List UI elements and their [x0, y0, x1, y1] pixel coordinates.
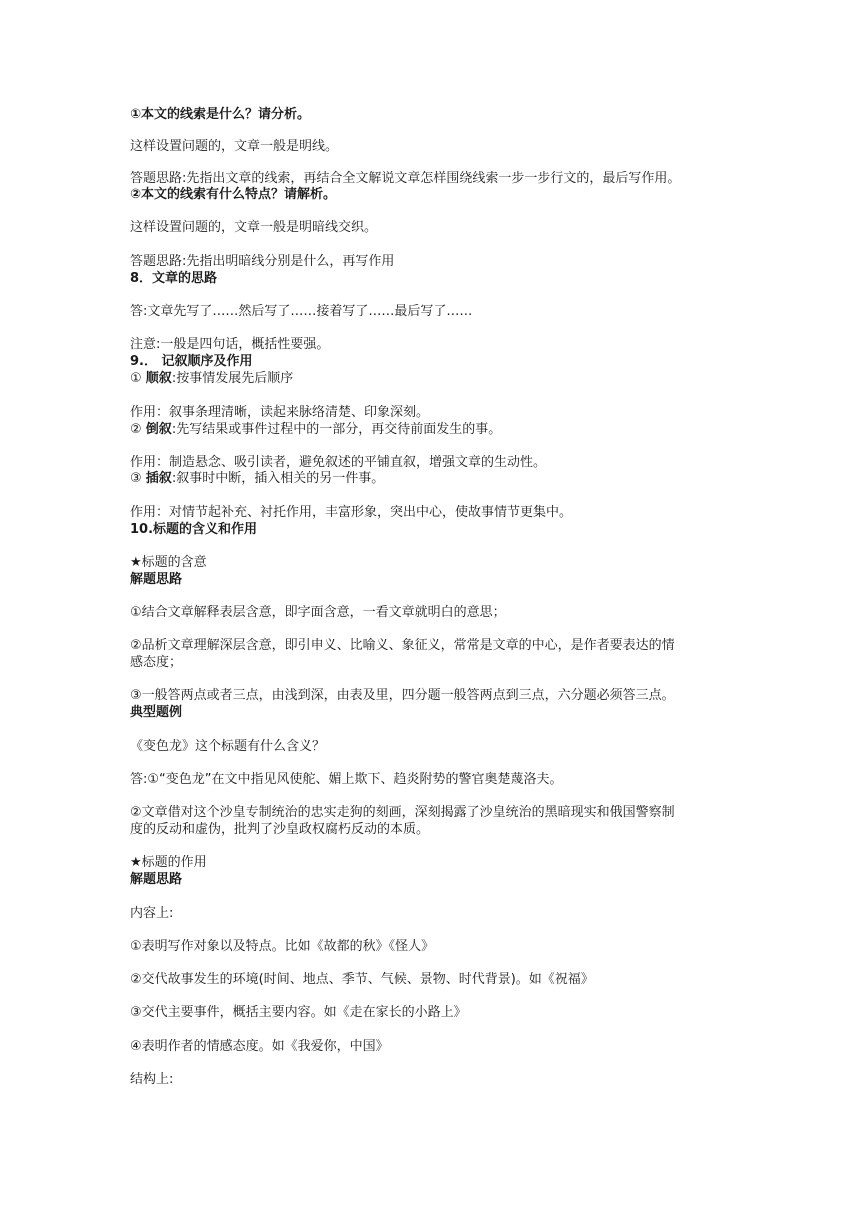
paragraph: 答:①“变色龙”在文中指见风使舵、媚上欺下、趋炎附势的警官奥楚蔑洛夫。	[130, 772, 563, 787]
paragraph: ②交代故事发生的环境(时间、地点、季节、气候、景物、时代背景)。如《祝福》	[130, 972, 594, 987]
term-label: 顺叙	[145, 371, 172, 386]
paragraph: ②文章借对这个沙皇专制统治的忠实走狗的刻画，深刻揭露了沙皇统治的黑暗现实和俄国警察制	[130, 805, 675, 820]
paragraph: ①表明写作对象以及特点。比如《故都的秋》《怪人》	[130, 939, 435, 954]
subheading: 典型题例	[130, 705, 183, 720]
paragraph: 作用：对情节起补充、衬托作用，丰富形象，突出中心，使故事情节更集中。	[130, 505, 573, 520]
paragraph: ②品析文章理解深层含意，即引申义、比喻义、象征义，常常是文章的中心，是作者要表达的情	[130, 638, 675, 653]
list-item	[130, 471, 384, 487]
term-definition: :叙事时中断，插入相关的另一件事。	[171, 471, 385, 486]
paragraph: 作用：叙事条理清晰，读起来脉络清楚、印象深刻。	[130, 405, 430, 420]
term-label: 倒叙	[145, 422, 172, 437]
term-definition: :按事情发展先后顺序	[171, 371, 294, 386]
paragraph: 注意:一般是四句话，概括性要强。	[130, 337, 330, 352]
paragraph: 这样设置问题的，文章一般是明线。	[130, 139, 339, 154]
paragraph: 度的反动和虚伪，批判了沙皇政权腐朽反动的本质。	[130, 822, 430, 837]
list-item	[130, 422, 501, 438]
term-definition: :先写结果或事件过程中的一部分，再交待前面发生的事。	[171, 422, 502, 437]
list-marker: ③	[130, 471, 146, 486]
paragraph: 结构上:	[130, 1072, 174, 1087]
paragraph: 答题思路:先指出明暗线分别是什么，再写作用	[130, 254, 395, 269]
list-marker: ②	[130, 422, 146, 437]
paragraph: ③一般答两点或者三点，由浅到深，由表及里，四分题一般答两点到三点，六分题必须答三点。	[130, 688, 675, 703]
paragraph: 这样设置问题的，文章一般是明暗线交织。	[130, 220, 378, 235]
paragraph: 作用：制造悬念、吸引读者，避免叙述的平铺直叙，增强文章的生动性。	[130, 455, 547, 470]
paragraph: 内容上:	[130, 906, 174, 921]
subheading: 解题思路	[130, 572, 183, 587]
section-8-heading: 8．文章的思路	[130, 271, 218, 286]
subsection-title: ★标题的作用	[130, 855, 207, 870]
list-item	[130, 371, 293, 387]
paragraph: 感态度；	[130, 655, 183, 670]
paragraph: 答题思路:先指出文章的线索，再结合全文解说文章怎样围绕线索一步一步行文的，最后写作用。	[130, 171, 681, 186]
paragraph: ③交代主要事件，概括主要内容。如《走在家长的小路上》	[130, 1005, 467, 1020]
section-10-heading: 10.标题的含义和作用	[130, 522, 258, 537]
paragraph: ④表明作者的情感态度。如《我爱你，中国》	[130, 1039, 389, 1054]
subheading: 解题思路	[130, 872, 183, 887]
question-1-heading: ①本文的线索是什么？请分析。	[130, 107, 311, 122]
paragraph: 《变色龙》这个标题有什么含义？	[130, 739, 326, 754]
subsection-title: ★标题的含意	[130, 555, 207, 570]
question-2-heading: ②本文的线索有什么特点？请解析。	[130, 187, 337, 202]
term-label: 插叙	[145, 471, 172, 486]
section-9-heading: 9.． 记叙顺序及作用	[130, 354, 253, 369]
list-marker: ①	[130, 371, 146, 386]
paragraph: 答:文章先写了……然后写了……接着写了……最后写了……	[130, 304, 473, 319]
paragraph: ①结合文章解释表层含意，即字面含意，一看文章就明白的意思；	[130, 605, 506, 620]
